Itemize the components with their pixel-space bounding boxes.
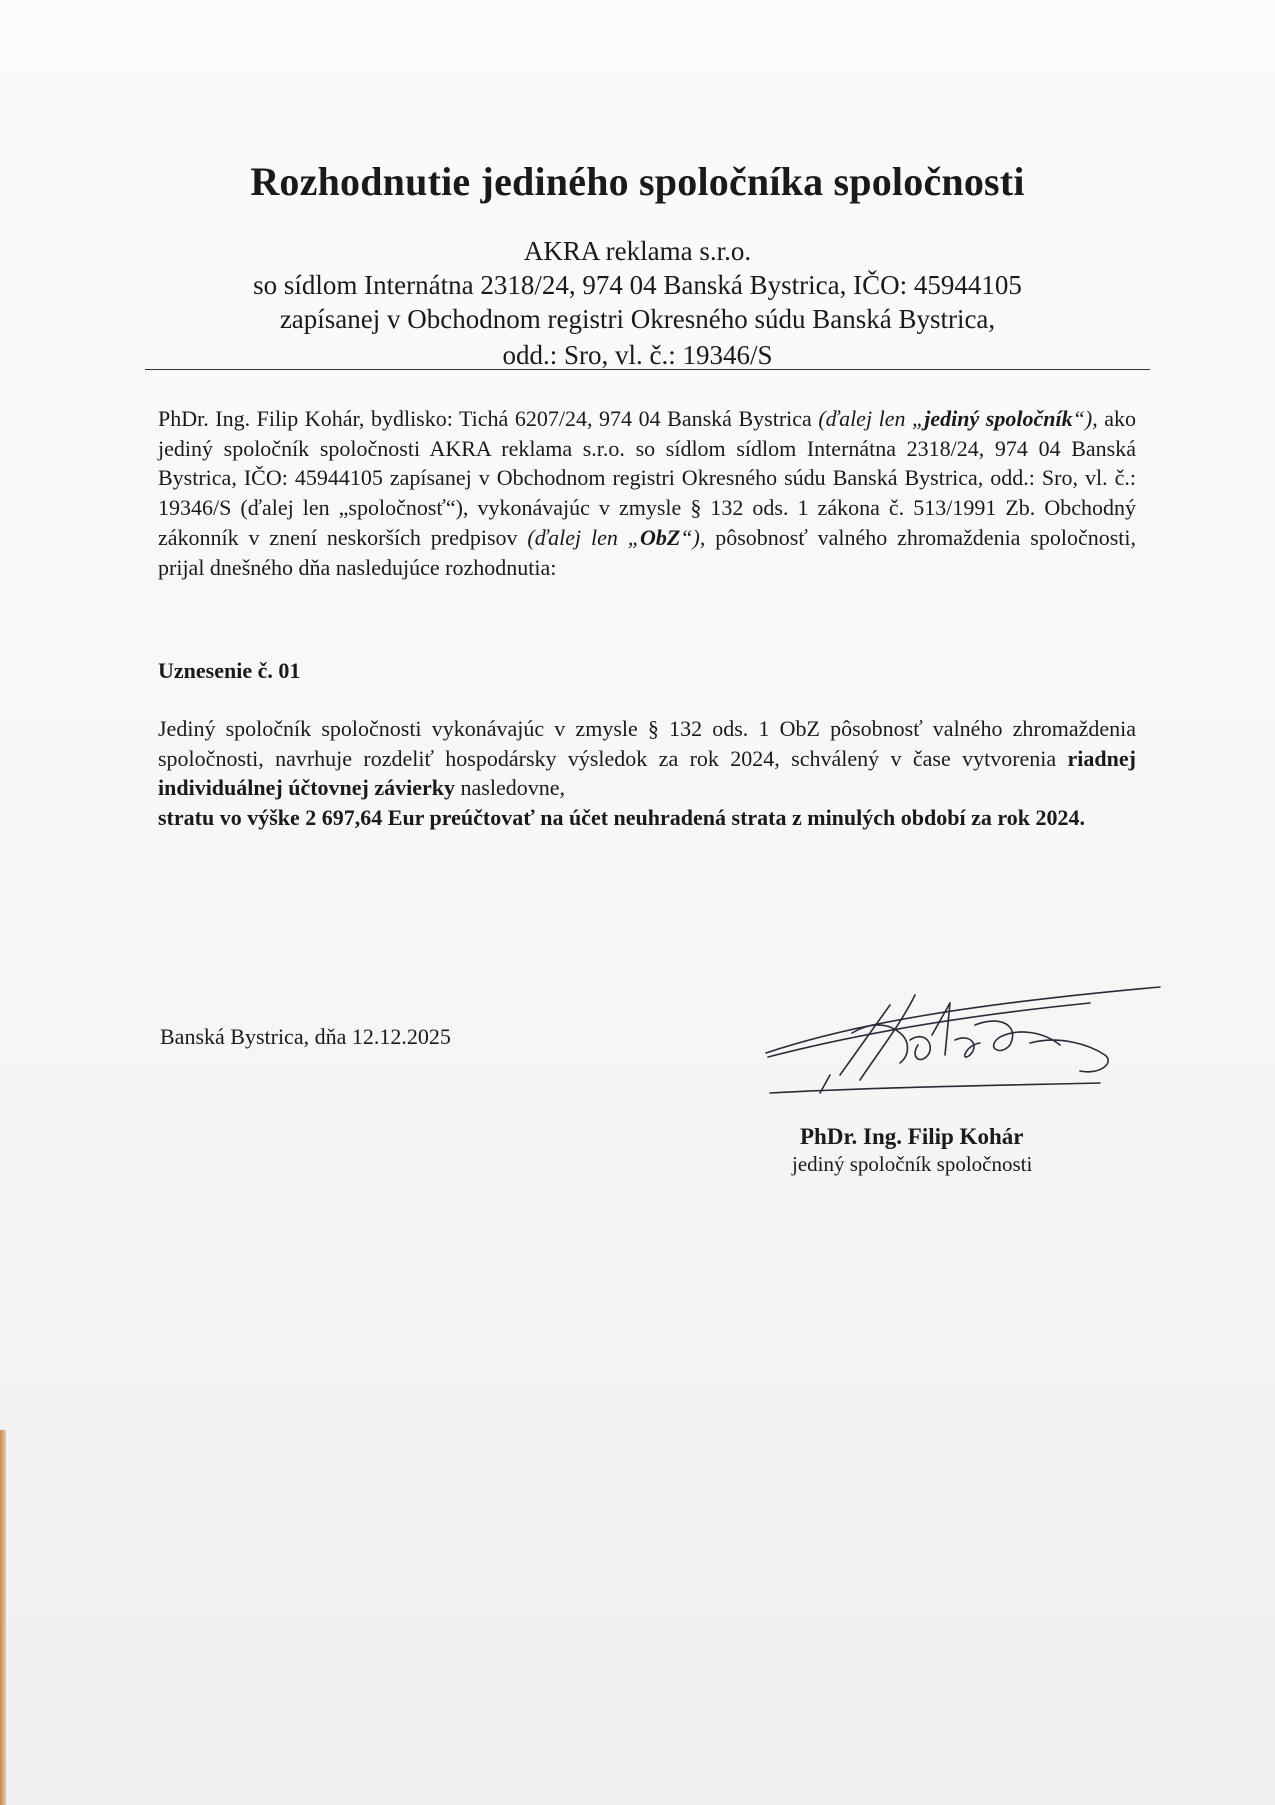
resolution-heading: Uznesenie č. 01: [158, 658, 301, 683]
intro-italic-3: (ďalej len „: [527, 524, 640, 550]
resolution-bold-2: stratu vo výške 2 697,64 Eur preúčtovať na účet neuhradená strata z minulých období za rok 2024.: [158, 805, 1085, 831]
intro-italic-4: “): [680, 524, 700, 550]
resolution-text-1: Jediný spoločník spoločnosti vykonávajúc v zmysle § 132 ods. 1 ObZ pôsobnosť valného zhromaždenia spoločnosti, navrhuje rozdeliť hospodársky výsledok za rok 2024, schválený v čase vytvorenia: [158, 716, 1136, 771]
paper-edge-shadow: [0, 1430, 6, 1805]
intro-italic-1: (ďalej len „: [818, 406, 925, 431]
resolution-text-2: nasledovne,: [455, 775, 565, 801]
resolution-paragraph: [158, 714, 1136, 833]
intro-text-2: , ako jediný spoločník spoločnosti AKRA reklama s.r.o. so sídlom sídlom Internátna 2318/24, 974 04 Banská Bystrica, IČO: 45944105 zapísanej v Obchodnom registri Okresného súdu Banská Bystrica, odd.: Sro, vl. č.: 19346/S (ďalej len „spoločnosť“), vykonávajúc v zmysle § 132 ods. 1 zákona č. 513/1991 Zb. Obchodný zákonník v znení neskorších predpisov: [158, 406, 1137, 550]
intro-text-1: PhDr. Ing. Filip Kohár, bydlisko: Tichá 6207/24, 974 04 Banská Bystrica: [158, 406, 819, 431]
intro-term-obz: ObZ: [639, 524, 681, 550]
company-register: zapísanej v Obchodnom registri Okresného súdu Banská Bystrica,: [279, 304, 996, 334]
company-name: AKRA reklama s.r.o.: [523, 236, 752, 266]
signature-image: [760, 985, 1170, 1105]
company-seat: so sídlom Internátna 2318/24, 974 04 Banská Bystrica, IČO: 45944105: [253, 270, 1022, 300]
signer-role: jediný spoločník spoločnosti: [792, 1152, 1033, 1176]
resolution-bold-1: riadnej individuálnej účtovnej závierky: [158, 745, 1136, 801]
place-and-date: Banská Bystrica, dňa 12.12.2025: [160, 1024, 451, 1049]
company-section: odd.: Sro, vl. č.: 19346/S: [502, 340, 773, 370]
intro-paragraph: [158, 404, 1136, 582]
document-title: Rozhodnutie jediného spoločníka spoločnosti: [250, 159, 1025, 204]
intro-text-3: , pôsobnosť valného zhromaždenia spoločnosti, prijal dnešného dňa nasledujúce rozhodnutia:: [158, 524, 1137, 580]
intro-italic-2: “): [1072, 406, 1093, 431]
intro-term-sole-partner: jediný spoločník: [924, 406, 1073, 431]
signer-name: PhDr. Ing. Filip Kohár: [800, 1124, 1024, 1149]
header-divider: [145, 369, 1150, 370]
